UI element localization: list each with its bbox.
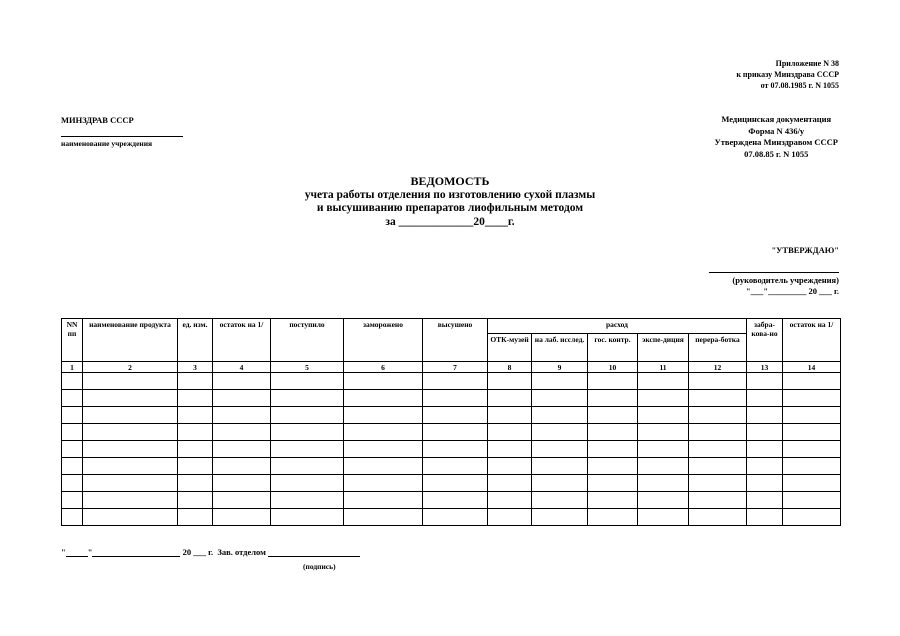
table-cell[interactable] [638,475,689,492]
table-cell[interactable] [178,407,213,424]
table-cell[interactable] [423,390,488,407]
table-cell[interactable] [588,509,638,526]
table-cell[interactable] [271,475,344,492]
table-cell[interactable] [488,407,532,424]
header-expense-state-control: гос. контр. [588,334,638,362]
table-cell[interactable] [747,373,783,390]
title-line-2: учета работы отделения по изготовлению сухой плазмы [304,188,596,201]
appendix-line-2: к приказу Минздрава СССР [736,70,839,79]
table-row [62,475,841,492]
table-cell[interactable] [783,390,841,407]
table-cell[interactable] [488,475,532,492]
table-row [62,424,841,441]
table-cell[interactable] [83,492,178,509]
table-cell[interactable] [213,458,271,475]
table-cell[interactable] [423,441,488,458]
column-number: 11 [638,362,689,373]
header-expense: расход [488,319,747,334]
column-number: 12 [689,362,747,373]
table-row [62,458,841,475]
table-cell[interactable] [344,373,423,390]
table-cell[interactable] [271,407,344,424]
table-cell[interactable] [488,390,532,407]
appendix-line-1: Приложение N 38 [775,59,839,68]
table-cell[interactable] [588,492,638,509]
table-cell[interactable] [532,373,588,390]
table-cell[interactable] [62,390,83,407]
table-cell[interactable] [532,441,588,458]
table-cell[interactable] [488,492,532,509]
table-cell[interactable] [178,441,213,458]
document-title [0,175,900,229]
header-balance-end: остаток на 1/ [783,319,841,362]
table-cell[interactable] [747,441,783,458]
table-cell[interactable] [689,390,747,407]
title-main: ВЕДОМОСТЬ [410,174,490,188]
table-cell[interactable] [344,424,423,441]
table-cell[interactable] [178,373,213,390]
table-cell[interactable] [783,373,841,390]
table-cell[interactable] [783,458,841,475]
meddoc-line-4: 07.08.85 г. N 1055 [744,148,809,159]
table-cell[interactable] [213,424,271,441]
table-cell[interactable] [213,407,271,424]
table-cell[interactable] [178,475,213,492]
column-number: 6 [344,362,423,373]
footer-month-field[interactable] [92,547,180,557]
table-cell[interactable] [532,492,588,509]
header-expense-processing: перера-ботка [689,334,747,362]
institution-caption: наименование учреждения [61,139,153,148]
header-expense-expedition: экспе-диция [638,334,689,362]
medical-documentation-block [714,114,838,160]
table-cell[interactable] [783,492,841,509]
footer-quote-close: " [87,547,93,557]
table-cell[interactable] [747,424,783,441]
table-cell[interactable] [271,458,344,475]
table-row [62,492,841,509]
approval-caption: (руководитель учреждения) [732,275,839,285]
table-cell[interactable] [747,509,783,526]
table-cell[interactable] [178,509,213,526]
column-number: 10 [588,362,638,373]
table-cell[interactable] [83,424,178,441]
column-number: 8 [488,362,532,373]
table-cell[interactable] [62,407,83,424]
table-cell[interactable] [638,407,689,424]
table-cell[interactable] [638,390,689,407]
table-cell[interactable] [178,492,213,509]
header-received: поступило [271,319,344,362]
header-rejected: забра-кова-но [747,319,783,362]
table-cell[interactable] [783,441,841,458]
statement-table [61,318,841,526]
table-cell[interactable] [588,475,638,492]
table-row [62,509,841,526]
footer-signature-line [61,547,360,557]
appendix-note [736,58,839,91]
table-cell[interactable] [271,509,344,526]
table-row [62,441,841,458]
table-cell[interactable] [747,407,783,424]
footer-day-field[interactable] [66,547,88,557]
table-cell[interactable] [588,390,638,407]
footer-head-label: Зав. отделом [217,547,266,557]
column-number: 2 [83,362,178,373]
table-cell[interactable] [488,458,532,475]
institution-name-line[interactable] [61,136,183,137]
table-cell[interactable] [488,441,532,458]
table-cell[interactable] [62,509,83,526]
header-dried: высушено [423,319,488,362]
approval-label: "УТВЕРЖДАЮ" [771,245,839,255]
table-cell[interactable] [532,390,588,407]
table-cell[interactable] [689,492,747,509]
table-cell[interactable] [213,475,271,492]
table-cell[interactable] [423,475,488,492]
table-cell[interactable] [344,492,423,509]
table-row [62,373,841,390]
table-cell[interactable] [344,458,423,475]
table-cell[interactable] [62,475,83,492]
table-cell[interactable] [638,458,689,475]
table-cell[interactable] [689,509,747,526]
table-cell[interactable] [423,509,488,526]
table-cell[interactable] [588,373,638,390]
column-number: 3 [178,362,213,373]
table-cell[interactable] [783,509,841,526]
table-cell[interactable] [689,458,747,475]
table-cell[interactable] [532,458,588,475]
table-cell[interactable] [488,373,532,390]
table-cell[interactable] [783,424,841,441]
table-cell[interactable] [83,373,178,390]
table-cell[interactable] [62,373,83,390]
header-frozen: заморожено [344,319,423,362]
table-cell[interactable] [271,424,344,441]
approval-block [709,245,839,296]
table-cell[interactable] [423,424,488,441]
table-cell[interactable] [83,390,178,407]
meddoc-line-1: Медицинская документация [721,114,832,124]
table-cell[interactable] [423,373,488,390]
table-cell[interactable] [213,373,271,390]
table-cell[interactable] [83,458,178,475]
table-cell[interactable] [747,475,783,492]
table-cell[interactable] [344,475,423,492]
table-cell[interactable] [638,441,689,458]
column-number: 14 [783,362,841,373]
table-cell[interactable] [783,475,841,492]
footer-signature-caption: (подпись) [303,562,336,571]
table-cell[interactable] [178,390,213,407]
table-cell[interactable] [488,509,532,526]
table-cell[interactable] [213,390,271,407]
table-cell[interactable] [344,390,423,407]
table-cell[interactable] [423,407,488,424]
table-cell[interactable] [178,424,213,441]
table-cell[interactable] [83,441,178,458]
table-cell[interactable] [689,424,747,441]
table-cell[interactable] [689,373,747,390]
title-line-3: и высушиванию препаратов лиофильным методом [316,202,584,214]
column-number: 9 [532,362,588,373]
table-cell[interactable] [689,441,747,458]
approver-signature-line[interactable] [709,256,839,273]
footer-quote-open: " [61,547,66,557]
table-cell[interactable] [532,424,588,441]
column-number: 5 [271,362,344,373]
table-row [62,407,841,424]
table-cell[interactable] [62,492,83,509]
table-row [62,390,841,407]
table-cell[interactable] [747,492,783,509]
table-cell[interactable] [638,509,689,526]
table-cell[interactable] [178,458,213,475]
column-number: 7 [423,362,488,373]
table-cell[interactable] [271,441,344,458]
table-cell[interactable] [62,424,83,441]
table-cell[interactable] [488,424,532,441]
table-cell[interactable] [83,407,178,424]
header-unit: ед. изм. [178,319,213,362]
table-cell[interactable] [638,424,689,441]
appendix-line-3: от 07.08.1985 г. N 1055 [760,81,839,90]
table-cell[interactable] [588,441,638,458]
column-numbers-row [62,362,841,373]
table-cell[interactable] [271,492,344,509]
meddoc-line-2: Форма N 436/у [748,125,805,136]
header-expense-lab: на лаб. исслед. [532,334,588,362]
footer-year: 20 ___ г. [182,547,214,557]
table-cell[interactable] [423,458,488,475]
column-number: 1 [62,362,83,373]
table-cell[interactable] [62,458,83,475]
table-cell[interactable] [344,407,423,424]
table-cell[interactable] [344,441,423,458]
table-cell[interactable] [588,458,638,475]
header-expense-otk-museum: ОТК-музей [488,334,532,362]
table-cell[interactable] [213,441,271,458]
table-cell[interactable] [344,509,423,526]
table-cell[interactable] [83,509,178,526]
header-nn: NN пп [62,319,83,362]
table-cell[interactable] [532,407,588,424]
table-cell[interactable] [213,492,271,509]
table-cell[interactable] [747,390,783,407]
table-cell[interactable] [532,509,588,526]
title-period: за _____________20____г. [385,215,515,228]
header-product: наименование продукта [83,319,178,362]
table-cell[interactable] [83,475,178,492]
header-balance-start: остаток на 1/ [213,319,271,362]
table-cell[interactable] [747,458,783,475]
table-cell[interactable] [213,509,271,526]
table-cell[interactable] [783,407,841,424]
table-cell[interactable] [271,390,344,407]
column-number: 4 [213,362,271,373]
table-cell[interactable] [638,373,689,390]
meddoc-line-3: Утверждена Минздравом СССР [714,137,838,147]
table-cell[interactable] [689,475,747,492]
table-cell[interactable] [689,407,747,424]
table-cell[interactable] [532,475,588,492]
table-cell[interactable] [271,373,344,390]
table-cell[interactable] [62,441,83,458]
table-cell[interactable] [588,424,638,441]
table-cell[interactable] [638,492,689,509]
ministry-name: МИНЗДРАВ СССР [61,115,134,125]
table-cell[interactable] [588,407,638,424]
table-cell[interactable] [423,492,488,509]
approval-date: "___"_________ 20 ___ г. [745,285,839,296]
column-number: 13 [747,362,783,373]
footer-signature-field[interactable] [268,547,360,557]
